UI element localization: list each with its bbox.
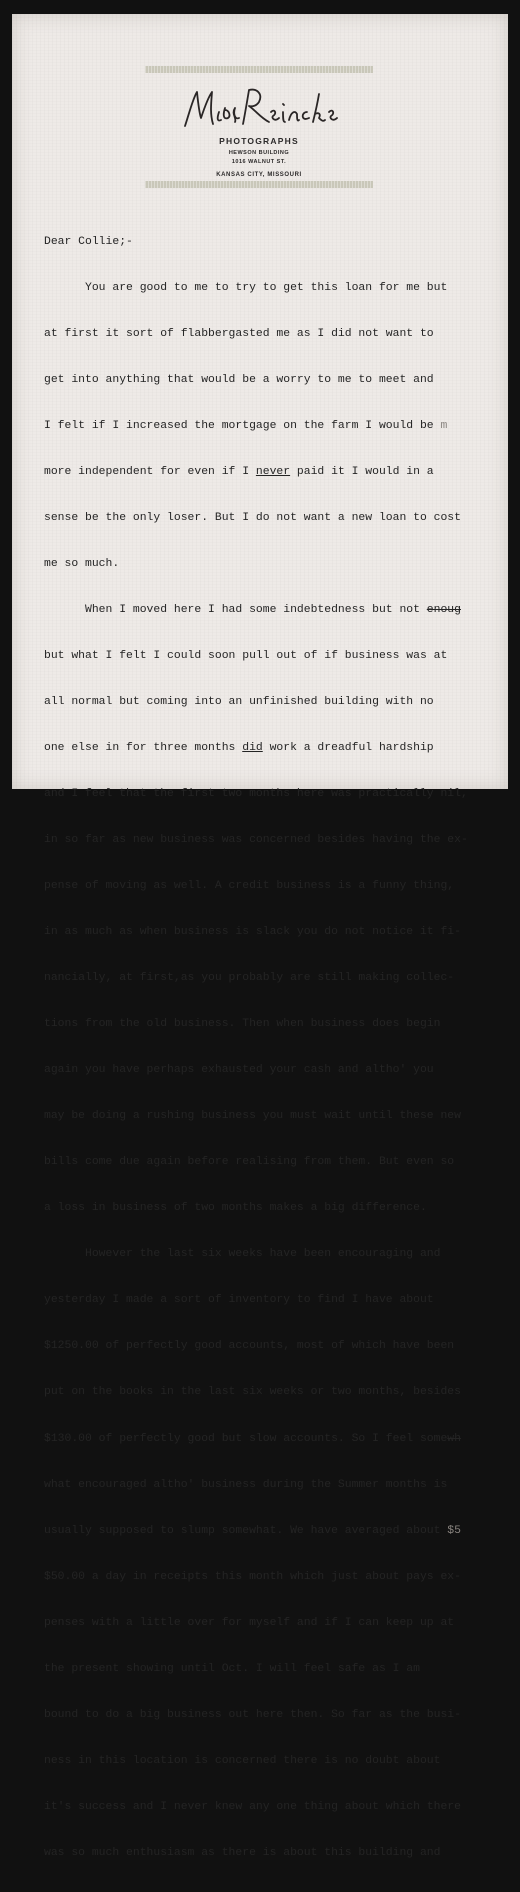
text-line: and I feel that the first two months here was practically nil, [44,788,468,801]
text-line: in so far as new business was concerned besides having the ex- [44,834,468,847]
text-line: may be doing a rushing business you must wait until these new [44,1110,461,1123]
text-line: bills come due again before realising from them. But even so [44,1156,455,1169]
faint-text: $5 [447,1524,461,1537]
text-line: me so much. [44,557,120,570]
text-line: $50.00 a day in receipts this month which just about pays ex- [44,1570,461,1583]
text-segment: When I moved here I had some indebtedness but not [44,603,427,616]
letterhead-street: 1016 WALNUT ST. [231,159,287,165]
letter-body [44,204,514,1892]
letterhead-top-band [145,66,373,73]
text-line [44,465,514,480]
text-line [44,1432,514,1447]
text-line: what encouraged altho' business during the Summer months is [44,1478,448,1491]
text-line: nancially, at first,as you probably are still making collec- [44,972,455,985]
text-line: put on the books in the last six weeks or two months, besides [44,1386,461,1399]
letterhead-building: HEWSON BUILDING [228,150,290,156]
text-line: However the last six weeks have been encouraging and [44,1248,441,1261]
text-line [44,741,514,756]
text-line: $1250.00 of perfectly good accounts, most of which have been [44,1340,455,1353]
letter-page [12,14,508,1859]
text-line: pense of moving as well. A credit business is a funny thing, [44,880,455,893]
struck-text: enoug [426,603,461,616]
letterhead-bottom-band [145,181,373,188]
text-line: You are good to me to try to get this loan for me but [44,281,448,294]
text-line: tions from the old business. Then when business does begin [44,1018,441,1031]
letterhead [145,84,373,178]
text-line [44,603,514,618]
struck-text: wh [447,1432,461,1445]
text-line: bound to do a big business out here then. So far as the busi- [44,1708,461,1721]
text-segment: $130.00 of perfectly good but slow accounts. So I feel some [44,1432,448,1445]
underlined-word: never [255,465,291,478]
text-segment: one else in for three months [44,742,243,755]
text-line: the present showing until Oct. I will feel safe as I am [44,1662,420,1675]
text-line: in as much as when business is slack you do not notice it fi- [44,926,461,939]
text-line [44,419,514,434]
underlined-word: did [242,742,263,755]
text-line: again you have perhaps exhausted your cash and altho' you [44,1064,434,1077]
faint-text: m [440,419,448,432]
text-segment: I felt if I increased the mortgage on the farm I would be [44,419,441,432]
text-line: all normal but coming into an unfinished building with no [44,696,434,708]
text-segment: work a dreadful hardship [262,742,434,755]
text-segment: more independent for even if I [44,465,256,478]
text-line: ness in this location is concerned there is no doubt about [44,1754,441,1767]
text-line: a loss in business of two months makes a big difference. [44,1202,427,1215]
text-segment: paid it I would in a [290,465,434,478]
text-line: yesterday I made a sort of inventory to find I have about [44,1294,434,1307]
text-segment: usually supposed to slump somewhat. We have averaged about [44,1524,448,1537]
text-line: at first it sort of flabbergasted me as I did not want to [44,327,434,340]
text-line: it's success and I never knew any one thing about which there [44,1800,461,1813]
letterhead-city: KANSAS CITY, MISSOURI [216,172,302,178]
text-line: but what I felt I could soon pull out of if business was at [44,649,448,662]
text-line: sense be the only loser. But I do not want a new loan to cost [44,511,461,524]
salutation: Dear Collie;- [44,235,133,248]
text-line: penses with a little over for myself and if I can keep up at [44,1616,455,1629]
text-line: was so much enthusiasm as there is about this building and [44,1846,441,1859]
text-line [44,1524,514,1539]
text-line: get into anything that would be a worry to me to meet and [44,373,434,386]
studio-signature-logo [179,84,339,134]
letterhead-business: PHOTOGRAPHS [219,136,299,146]
